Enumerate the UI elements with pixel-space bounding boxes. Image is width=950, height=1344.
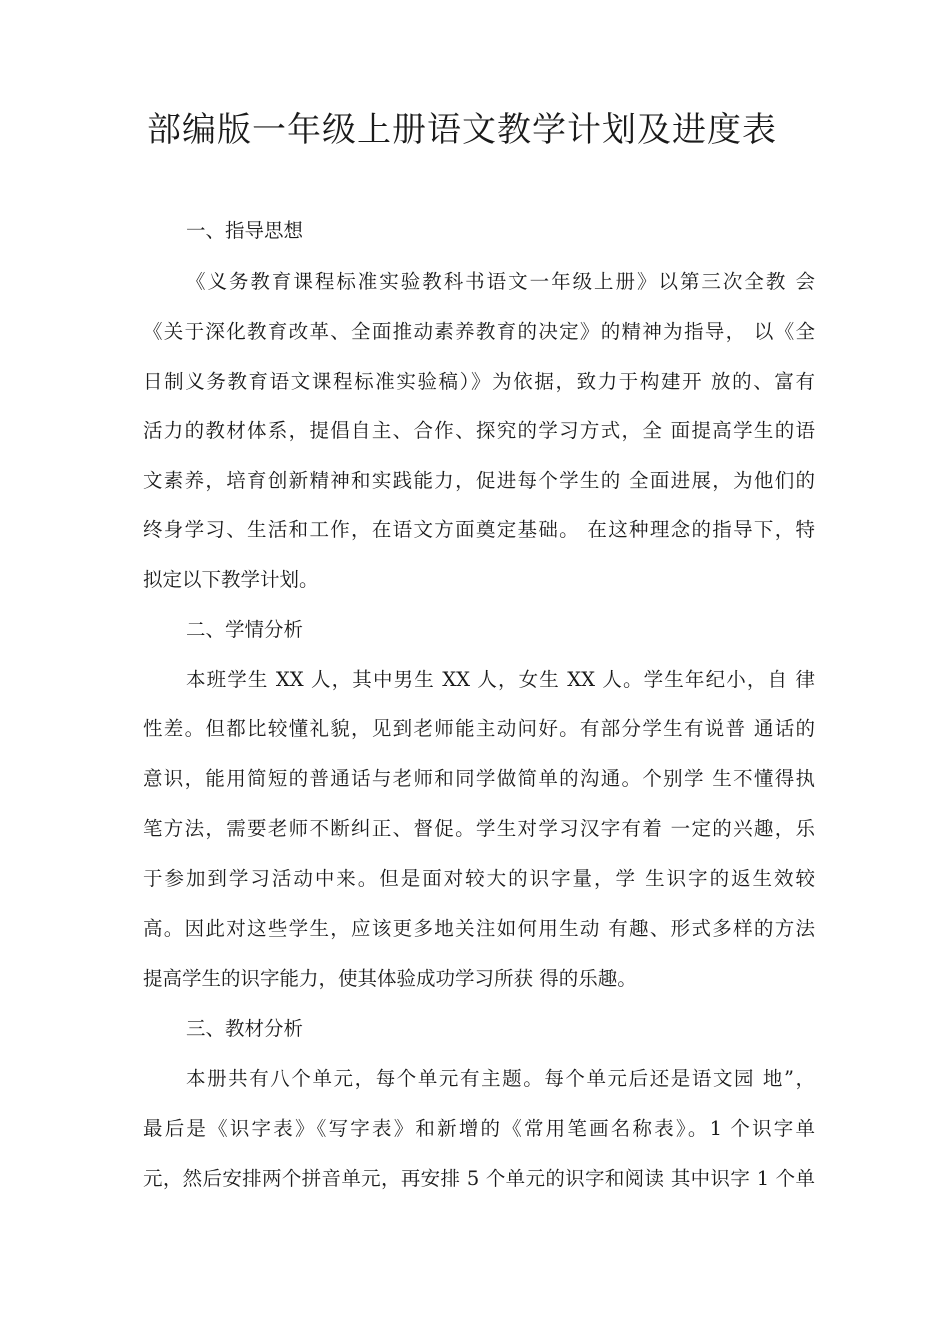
section-heading-guiding-thought: 一、指导思想 xyxy=(186,219,304,242)
paragraph-line: 元，然后安排两个拼音单元，再安排 5 个单元的识字和阅读 其中识字 1 个单 xyxy=(143,1167,815,1190)
paragraph-line: 终身学习、生活和工作，在语文方面奠定基础。 在这种理念的指导下，特 xyxy=(143,518,815,541)
paragraph-line: 高。因此对这些学生，应该更多地关注如何用生动 有趣、形式多样的方法 xyxy=(143,917,815,940)
paragraph-line: 提高学生的识字能力，使其体验成功学习所获 得的乐趣。 xyxy=(143,967,637,990)
section-heading-textbook-analysis: 三、教材分析 xyxy=(186,1017,304,1040)
paragraph-line: 本班学生 XX 人，其中男生 XX 人，女生 XX 人。学生年纪小，自 律 xyxy=(186,668,815,691)
paragraph-line: 最后是《识字表》《写字表》和新增的《常用笔画名称表》。1 个识字单 xyxy=(143,1117,815,1140)
paragraph-line: 《义务教育课程标准实验教科书语文一年级上册》以第三次全教 会 xyxy=(186,270,815,293)
paragraph-line: 《关于深化教育改革、全面推动素养教育的决定》的精神为指导， 以《全 xyxy=(143,320,815,343)
paragraph-line: 本册共有八个单元，每个单元有主题。每个单元后还是语文园 地”， xyxy=(186,1067,815,1090)
paragraph-line: 拟定以下教学计划。 xyxy=(143,568,319,591)
section-heading-student-analysis: 二、学情分析 xyxy=(186,618,304,641)
paragraph-line: 日制义务教育语文课程标准实验稿）》为依据，致力于构建开 放的、富有 xyxy=(143,370,815,393)
paragraph-line: 性差。但都比较懂礼貌，见到老师能主动问好。有部分学生有说普 通话的 xyxy=(143,717,815,740)
paragraph-line: 笔方法，需要老师不断纠正、督促。学生对学习汉字有着 一定的兴趣，乐 xyxy=(143,817,815,840)
document-title: 部编版一年级上册语文教学计划及进度表 xyxy=(147,110,777,150)
paragraph-line: 活力的教材体系，提倡自主、合作、探究的学习方式，全 面提高学生的语 xyxy=(143,419,815,442)
paragraph-line: 于参加到学习活动中来。但是面对较大的识字量，学 生识字的返生效较 xyxy=(143,867,815,890)
paragraph-line: 意识，能用简短的普通话与老师和同学做简单的沟通。个别学 生不懂得执 xyxy=(143,767,815,790)
paragraph-line: 文素养，培育创新精神和实践能力，促进每个学生的 全面进展，为他们的 xyxy=(143,469,815,492)
